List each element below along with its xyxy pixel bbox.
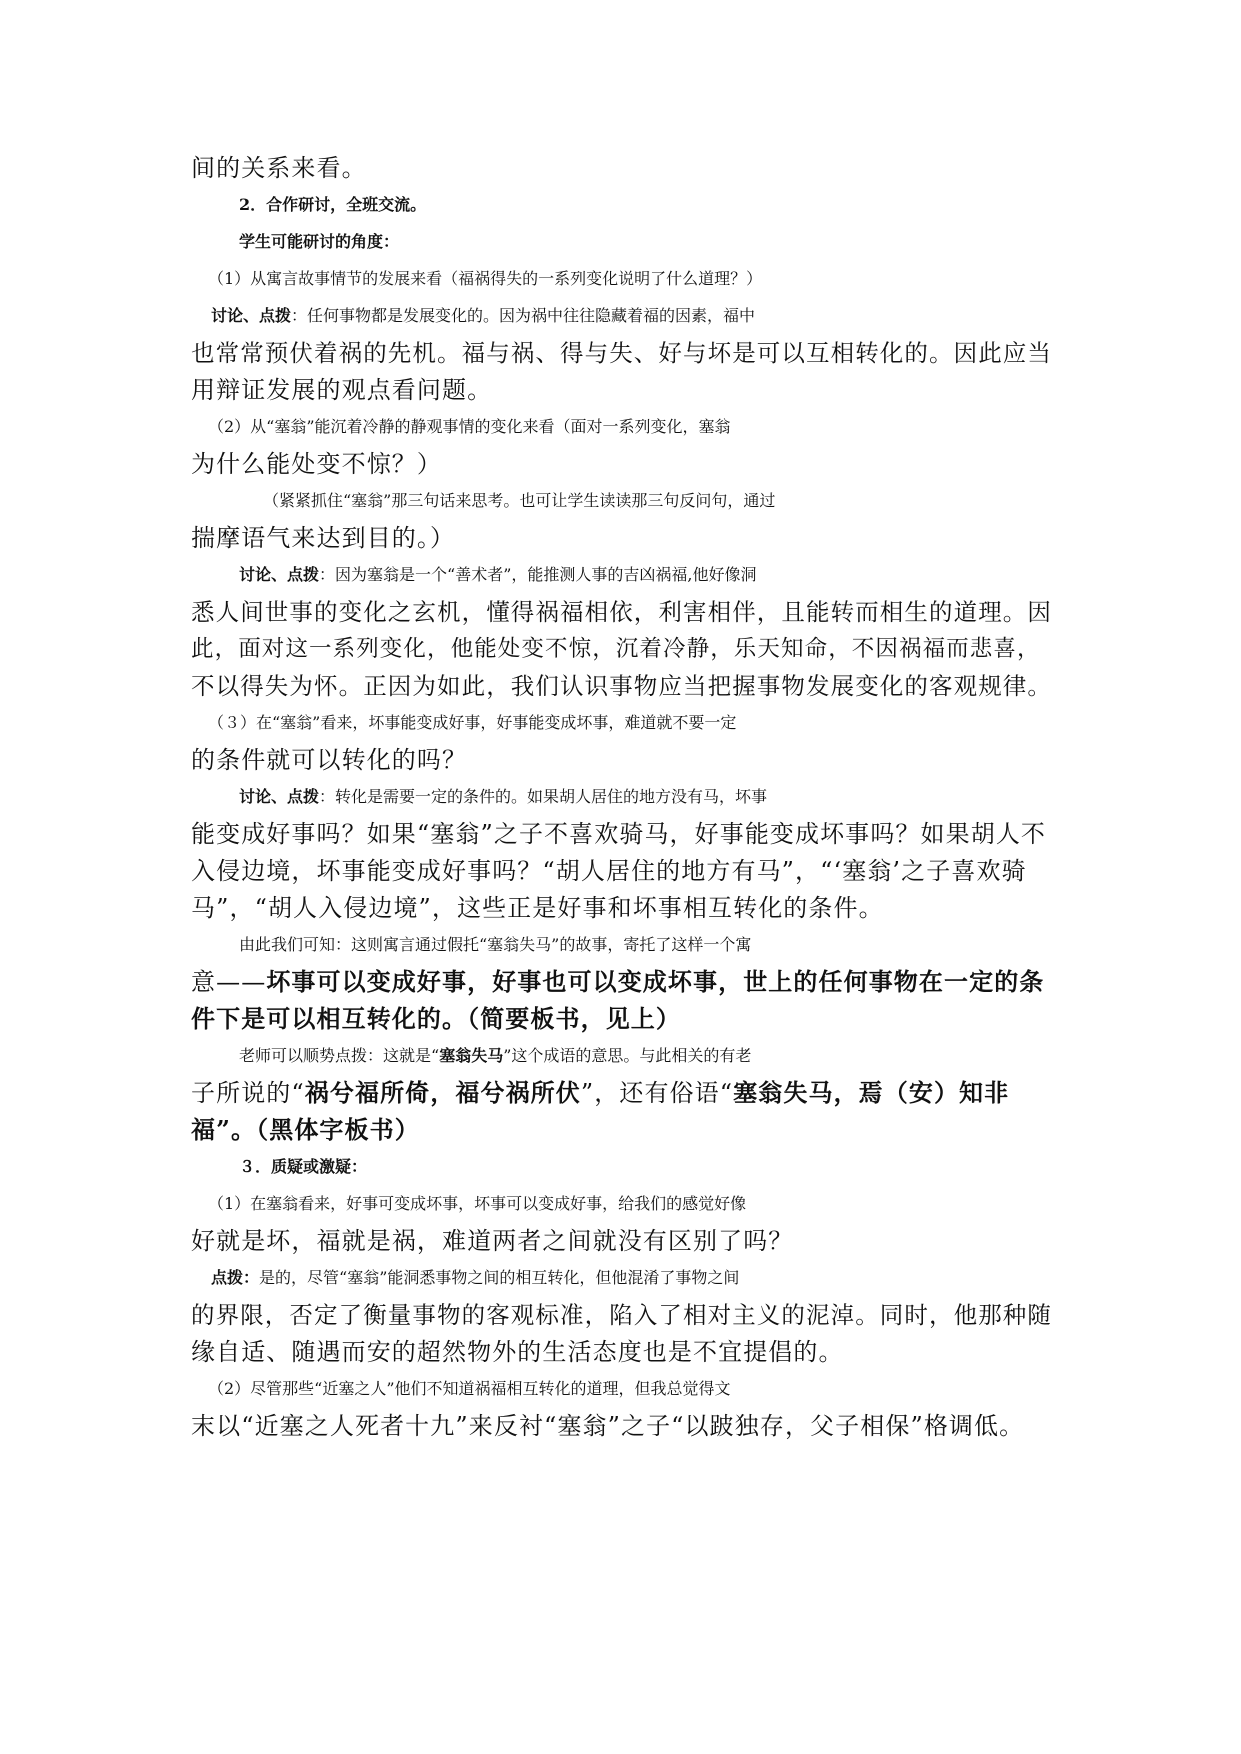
paragraph-line bbox=[191, 669, 1051, 703]
paragraph-line bbox=[211, 1261, 1071, 1295]
text-run: 马”，“胡人入侵边境”，这些正是好事和坏事相互转化的条件。 bbox=[191, 894, 884, 922]
text-run: 的条件就可以转化的吗？ bbox=[191, 746, 468, 774]
section-heading bbox=[239, 188, 1099, 222]
bold-text: 塞翁失马 bbox=[439, 1046, 504, 1065]
paragraph-line bbox=[239, 558, 1099, 592]
text-run: 为什么能处变不惊？） bbox=[191, 450, 442, 478]
paragraph-line bbox=[239, 780, 1099, 814]
paragraph-line bbox=[191, 1076, 1051, 1110]
question-line bbox=[208, 410, 1068, 444]
bold-text: ”。（黑体字板书） bbox=[216, 1115, 420, 1144]
question-line bbox=[208, 706, 1068, 740]
text-run: 末以“近塞之人死者十九”来反衬“塞翁”之子“以跛独存，父子相保”格调低。 bbox=[191, 1412, 1025, 1440]
text-run: ”这个成语的意思。与此相关的有老 bbox=[503, 1046, 752, 1065]
bold-label: 点拨： bbox=[211, 1268, 260, 1287]
text-run: 老师可以顺势点拨：这就是“ bbox=[239, 1046, 440, 1065]
paragraph-line bbox=[191, 336, 1051, 370]
bold-label: 讨论、点拨 bbox=[239, 787, 320, 806]
text-run: （2）从“塞翁”能沉着冷静的静观事情的变化来看（面对一系列变化，塞翁 bbox=[208, 417, 731, 436]
bold-text: 塞翁失马，焉（安）知非 bbox=[733, 1078, 1010, 1107]
text-run: 由此我们可知：这则寓言通过假托“塞翁失马”的故事，寄托了这样一个寓 bbox=[239, 935, 752, 954]
paragraph-line bbox=[191, 1298, 1051, 1332]
paragraph-line bbox=[191, 743, 1051, 777]
paragraph-line bbox=[239, 1039, 1099, 1073]
text-run: 是的，尽管“塞翁”能洞悉事物之间的相互转化，但他混淆了事物之间 bbox=[259, 1268, 740, 1287]
text-run: ：任何事物都是发展变化的。因为祸中往往隐藏着福的因素，福中 bbox=[291, 306, 756, 325]
heading-text: 2．合作研讨，全班交流。 bbox=[239, 195, 427, 214]
question-line bbox=[208, 1187, 1068, 1221]
text-run: ：转化是需要一定的条件的。如果胡人居住的地方没有马，坏事 bbox=[319, 787, 768, 806]
paragraph-line bbox=[191, 1224, 1051, 1258]
paragraph-line bbox=[191, 447, 1051, 481]
paragraph-line bbox=[191, 965, 1051, 999]
text-run: 揣摩语气来达到目的。） bbox=[191, 524, 456, 552]
bold-text: 坏事可以变成好事，好事也可以变成坏事，世上的任何事物在一定的条 bbox=[266, 967, 1045, 996]
paragraph-line bbox=[191, 891, 1051, 925]
paragraph-line bbox=[191, 151, 1051, 185]
text-run: 此，面对这一系列变化，他能处变不惊，沉着冷静，乐天知命，不因祸福而悲喜， bbox=[191, 636, 1041, 662]
text-run: 能变成好事吗？如果“塞翁”之子不喜欢骑马，好事能变成坏事吗？如果胡人不 bbox=[191, 820, 1047, 848]
text-run: （1）从寓言故事情节的发展来看（福祸得失的一系列变化说明了什么道理？） bbox=[208, 269, 763, 288]
bold-text: 件下是可以相互转化的。（简要板书，见上） bbox=[191, 1004, 681, 1033]
paragraph-line bbox=[211, 299, 1071, 333]
paragraph-line bbox=[191, 817, 1051, 851]
paragraph-line bbox=[191, 1409, 1051, 1443]
section-heading bbox=[239, 1150, 1099, 1184]
text-run: 不以得失为怀。正因为如此，我们认识事物应当把握事物发展变化的客观规律。 bbox=[191, 672, 1052, 700]
text-run: 用辩证发展的观点看问题。 bbox=[191, 376, 493, 404]
paragraph-line bbox=[191, 632, 1051, 666]
paragraph-line bbox=[191, 595, 1051, 629]
paragraph-line bbox=[191, 1002, 1051, 1036]
text-run: 好就是坏，福就是祸，难道两者之间就没有区别了吗？ bbox=[191, 1227, 794, 1255]
subheading bbox=[239, 225, 1099, 259]
paragraph-line bbox=[191, 373, 1051, 407]
text-run: 缘自适、随遇而安的超然物外的生活态度也是不宜提倡的。 bbox=[191, 1338, 844, 1366]
text-run: （1）在塞翁看来，好事可变成坏事，坏事可以变成好事，给我们的感觉好像 bbox=[208, 1194, 747, 1213]
text-run: 意—— bbox=[191, 968, 267, 996]
text-run: 的界限，否定了衡量事物的客观标准，陷入了相对主义的泥淖。同时，他那种随 bbox=[191, 1301, 1052, 1329]
bold-label: 讨论、点拨 bbox=[211, 306, 292, 325]
text-run: （2）尽管那些“近塞之人”他们不知道祸福相互转化的道理，但我总觉得文 bbox=[208, 1379, 731, 1398]
question-line bbox=[208, 1372, 1068, 1406]
heading-text: 学生可能研讨的角度： bbox=[239, 232, 400, 251]
text-run: （３）在“塞翁”看来，坏事能变成好事，好事能变成坏事，难道就不要一定 bbox=[208, 713, 737, 732]
text-run: 入侵边境，坏事能变成好事吗？“胡人居住的地方有马”，“‘塞翁’之子喜欢骑 bbox=[191, 857, 1027, 885]
paragraph-line bbox=[263, 484, 1123, 518]
text-run: ”，还有俗语“ bbox=[580, 1079, 734, 1107]
text-run: 间的关系来看。 bbox=[191, 154, 367, 182]
question-line bbox=[208, 262, 1068, 296]
text-run: 也常常预伏着祸的先机。福与祸、得与失、好与坏是可以互相转化的。因此应当 bbox=[191, 339, 1052, 367]
paragraph-line bbox=[191, 1113, 1051, 1147]
paragraph-line bbox=[239, 928, 1099, 962]
bold-label: 讨论、点拨 bbox=[239, 565, 320, 584]
heading-text: ３．质疑或激疑： bbox=[239, 1157, 368, 1176]
bold-text: 福 bbox=[191, 1115, 217, 1144]
text-run: 子所说的“ bbox=[191, 1079, 305, 1107]
text-run: （紧紧抓住“塞翁”那三句话来思考。也可让学生读读那三句反问句，通过 bbox=[263, 491, 776, 510]
paragraph-line bbox=[191, 1335, 1051, 1369]
text-run: 悉人间世事的变化之玄机，懂得祸福相依，利害相伴，且能转而相生的道理。因 bbox=[191, 598, 1052, 626]
text-run: ：因为塞翁是一个“善术者”，能推测人事的吉凶祸福,他好像洞 bbox=[319, 565, 757, 584]
paragraph-line bbox=[191, 854, 1051, 888]
paragraph-line bbox=[191, 521, 1051, 555]
bold-text: 祸兮福所倚，福兮祸所伏 bbox=[304, 1078, 581, 1107]
